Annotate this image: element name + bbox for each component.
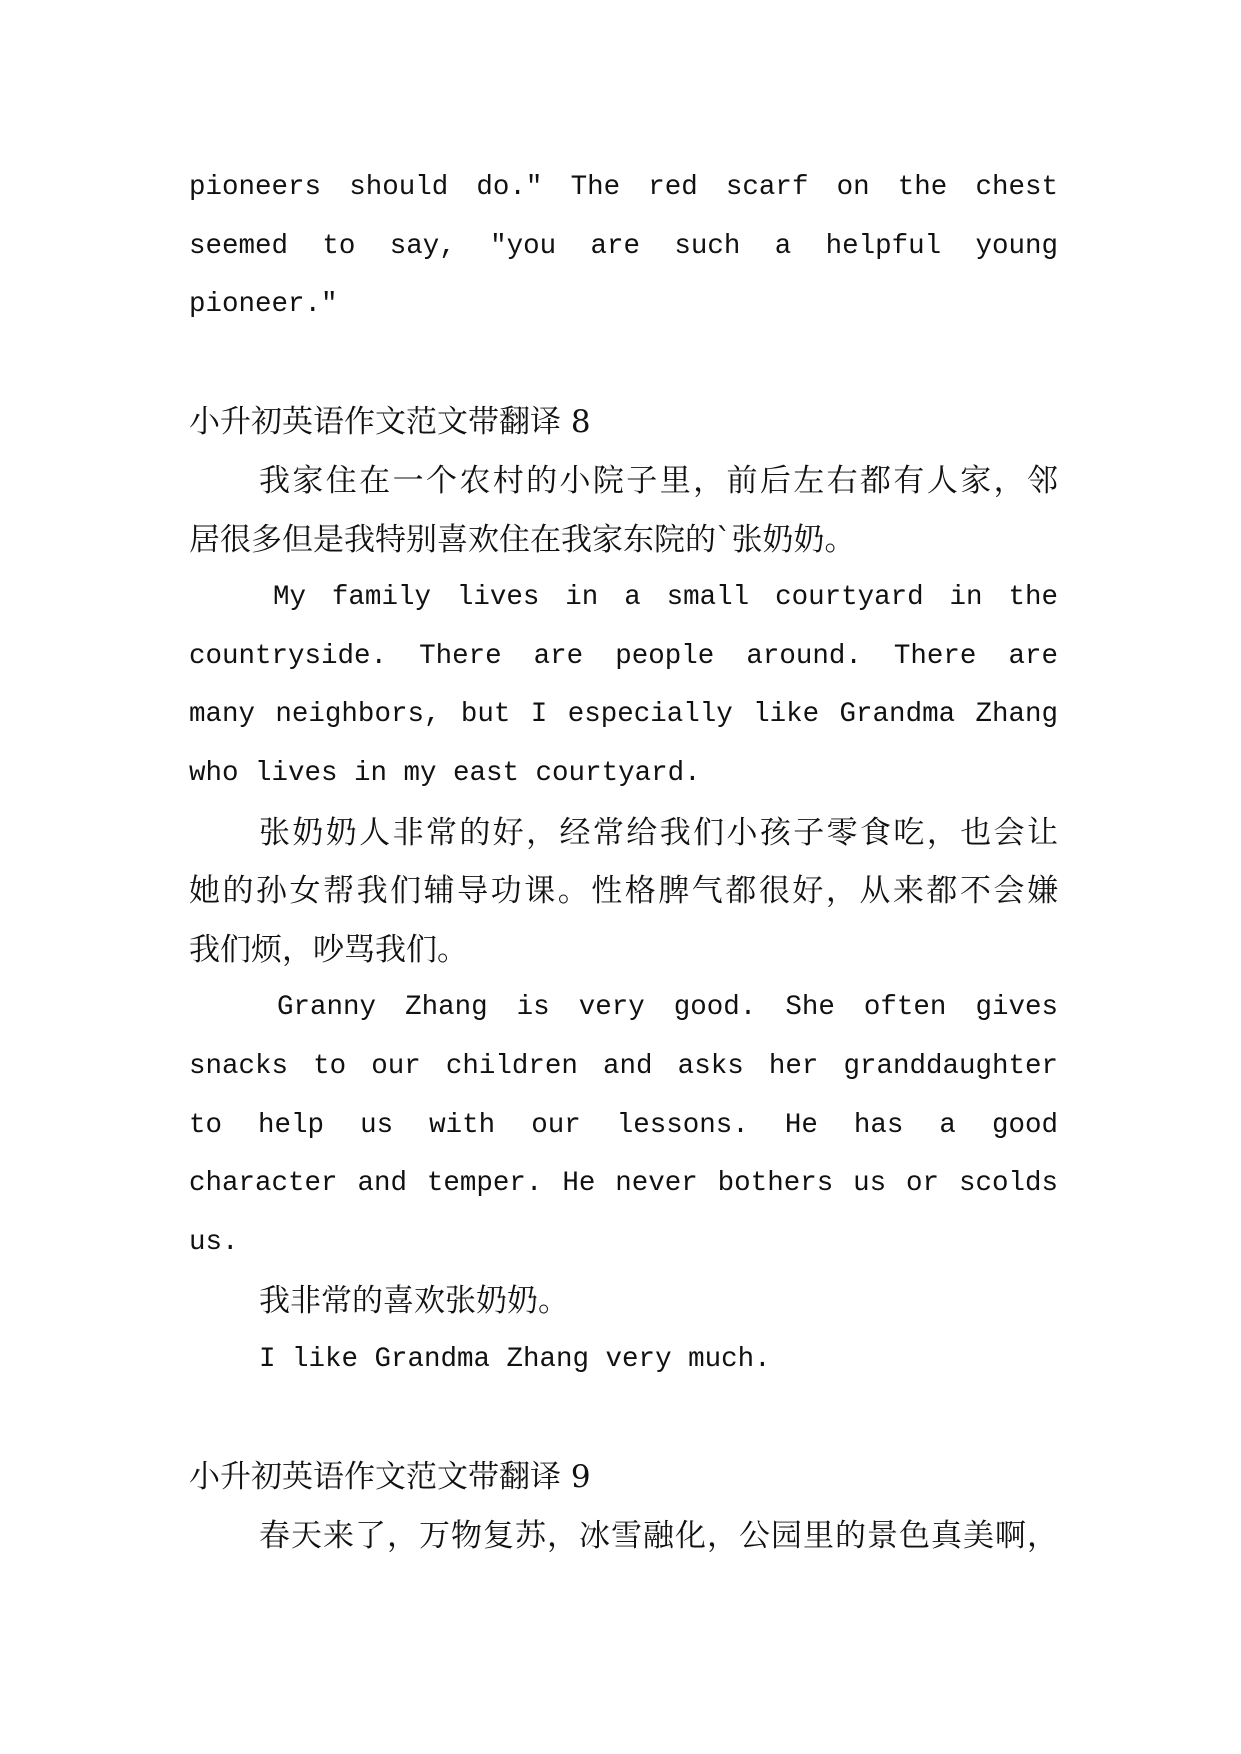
text-line: pioneer." <box>189 289 338 321</box>
paragraph-chinese <box>189 1507 1058 1566</box>
blank-line <box>189 335 1058 394</box>
section-9 <box>189 1448 1058 1565</box>
text-line: character and temper. He never bothers us or scolds <box>189 1168 1058 1200</box>
text-line: countryside. There are people around. There are <box>189 640 1058 672</box>
section-8 <box>189 393 1058 1389</box>
text-line: 我们烦，吵骂我们。 <box>189 931 468 968</box>
blank-line <box>189 1389 1058 1448</box>
text-line: pioneers should do." The red scarf on the chest <box>189 172 1058 203</box>
paragraph-chinese <box>189 804 1058 980</box>
paragraph-chinese <box>189 452 1058 569</box>
section-heading: 小升初英语作文范文带翻译 9 <box>189 1459 591 1496</box>
text-line: 春天来了，万物复苏，冰雪融化，公园里的景色真美啊， <box>259 1517 1058 1554</box>
paragraph-english <box>189 1331 1058 1390</box>
paragraph-english <box>189 979 1058 1272</box>
paragraph-english <box>189 569 1058 803</box>
text-line: 我非常的喜欢张奶奶。 <box>259 1283 569 1320</box>
text-line: I like Grandma Zhang very much. <box>259 1343 771 1375</box>
section-heading: 小升初英语作文范文带翻译 8 <box>189 404 591 441</box>
document-page <box>189 159 1058 1565</box>
text-line: who lives in my east courtyard. <box>189 757 701 789</box>
text-line: My family lives in a small courtyard in the <box>273 582 1058 614</box>
text-line: seemed to say, "you are such a helpful young <box>189 230 1058 262</box>
text-line: snacks to our children and asks her granddaughter <box>189 1050 1058 1082</box>
text-line: many neighbors, but I especially like Grandma Zhang <box>189 699 1058 731</box>
text-line: 张奶奶人非常的好，经常给我们小孩子零食吃，也会让 <box>259 814 1058 851</box>
text-line: 居很多但是我特别喜欢住在我家东院的`张奶奶。 <box>189 521 856 558</box>
text-line: 她的孙女帮我们辅导功课。性格脾气都很好，从来都不会嫌 <box>189 873 1058 910</box>
text-line: Granny Zhang is very good. She often gives <box>277 992 1058 1024</box>
paragraph-continued <box>189 159 1058 335</box>
text-line: to help us with our lessons. He has a good <box>189 1109 1058 1141</box>
text-line: 我家住在一个农村的小院子里，前后左右都有人家，邻 <box>259 462 1058 499</box>
paragraph-chinese <box>189 1272 1058 1331</box>
text-line: us. <box>189 1226 239 1258</box>
